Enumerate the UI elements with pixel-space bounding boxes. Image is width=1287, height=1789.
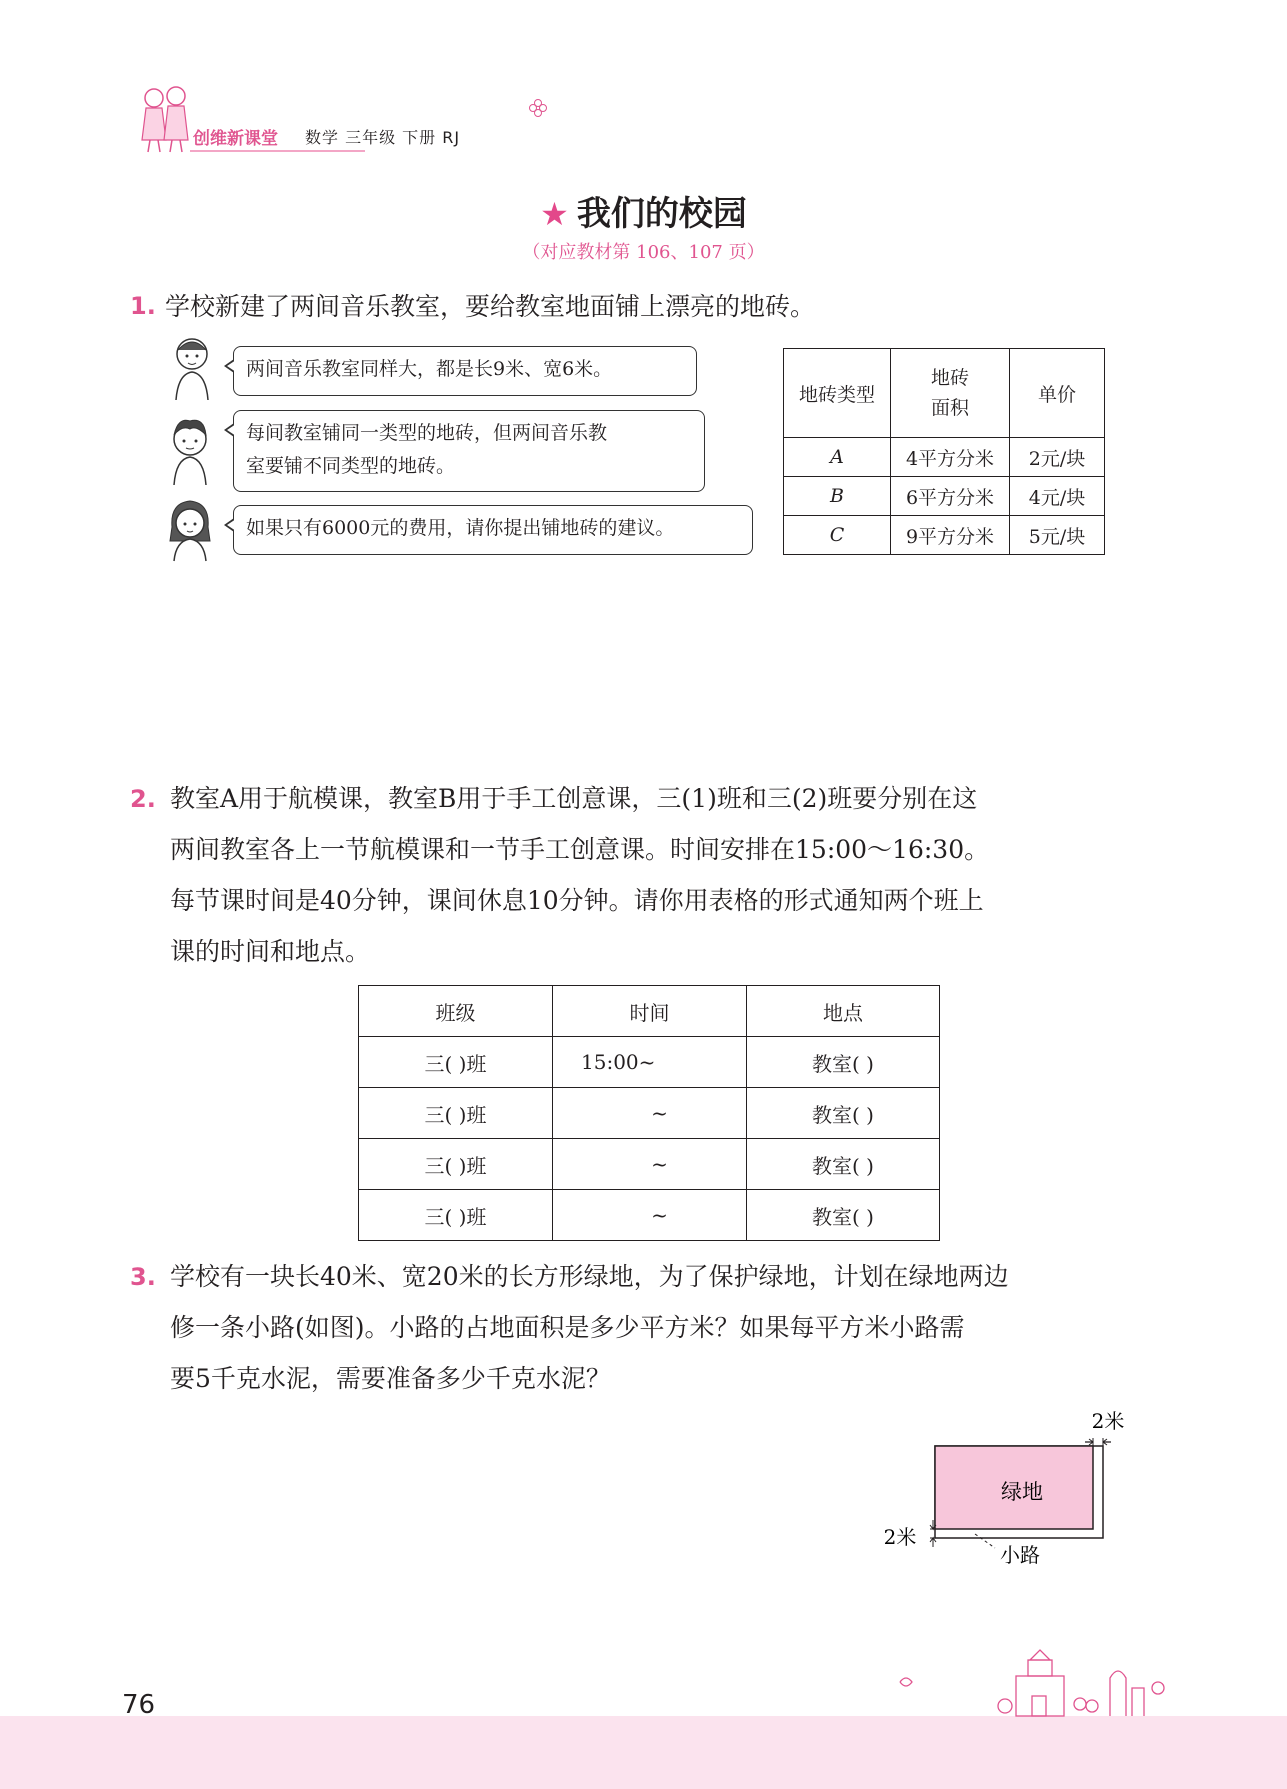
- q3-line-1: 学校有一块长40米、宽20米的长方形绿地，为了保护绿地，计划在绿地两边: [170, 1262, 1009, 1291]
- boy-thinking-avatar-icon: [166, 415, 214, 487]
- speech-bubble-1: [233, 346, 697, 396]
- table-row: [359, 1088, 940, 1139]
- cell-time: ~: [553, 1088, 747, 1139]
- label-top-width: 2米: [1091, 1410, 1125, 1433]
- q3-line-3: 要5千克水泥，需要准备多少千克水泥？: [170, 1364, 611, 1393]
- cell-area: 6平方分米: [891, 477, 1010, 516]
- q2-line-3: 每节课时间是40分钟，课间休息10分钟。请你用表格的形式通知两个班上: [170, 886, 984, 915]
- cell-place: 教室( ): [747, 1139, 940, 1190]
- cell-class: 三( )班: [359, 1190, 553, 1241]
- bubble-3-text: 如果只有6000元的费用，请你提出铺地砖的建议。: [246, 517, 675, 539]
- speech-bubble-3: [233, 505, 753, 555]
- cell-place: 教室( ): [747, 1190, 940, 1241]
- q2-line-1: 教室A用于航模课，教室B用于手工创意课，三(1)班和三(2)班要分别在这: [170, 784, 978, 813]
- green-field-diagram: [870, 1410, 1140, 1570]
- cell-type: B: [784, 477, 891, 516]
- page-title: [0, 186, 1287, 235]
- castle-decoration-icon: [880, 1648, 1170, 1718]
- cell-price: 4元/块: [1010, 477, 1105, 516]
- q3-number: 3.: [130, 1263, 156, 1291]
- bubble-1-text: 两间音乐教室同样大，都是长9米、宽6米。: [246, 358, 613, 380]
- cell-area: 4平方分米: [891, 438, 1010, 477]
- q2-line-4: 课的时间和地点。: [170, 937, 371, 966]
- cell-time: ~: [553, 1139, 747, 1190]
- girl-avatar-icon: [166, 497, 214, 563]
- cell-class: 三( )班: [359, 1088, 553, 1139]
- cell-price: 2元/块: [1010, 438, 1105, 477]
- table-row: [359, 1139, 940, 1190]
- table-header-row: [784, 349, 1105, 438]
- cell-time: 15:00~: [553, 1037, 747, 1088]
- label-path: 小路: [1000, 1543, 1040, 1567]
- q1-number: 1.: [130, 292, 156, 320]
- cell-price: 5元/块: [1010, 516, 1105, 555]
- q3-line-2: 修一条小路(如图)。小路的占地面积是多少平方米？如果每平方米小路需: [170, 1313, 965, 1342]
- speech-bubble-2: [233, 410, 705, 492]
- label-left-width: 2米: [883, 1525, 917, 1549]
- cell-area: 9平方分米: [891, 516, 1010, 555]
- tile-price-table: [783, 348, 1105, 555]
- cell-type: A: [784, 438, 891, 477]
- star-icon: ★: [540, 195, 569, 233]
- q1-text: 学校新建了两间音乐教室，要给教室地面铺上漂亮的地砖。: [165, 292, 816, 321]
- flower-icon: [528, 98, 548, 118]
- title-subtitle: （对应教材第 106、107 页）: [522, 242, 765, 263]
- header-time: 时间: [553, 986, 747, 1037]
- cell-type: C: [784, 516, 891, 555]
- schedule-table: [358, 985, 940, 1241]
- cell-class: 三( )班: [359, 1139, 553, 1190]
- header-tile-area-line-2: 面积: [930, 397, 969, 419]
- table-row: [784, 516, 1105, 555]
- header-subject: 数学 三年级 下册 RJ: [305, 128, 461, 147]
- table-header-row: [359, 986, 940, 1037]
- cell-place: 教室( ): [747, 1088, 940, 1139]
- header-underline: [190, 150, 365, 152]
- header-tile-area: [891, 349, 1010, 438]
- table-row: [784, 438, 1105, 477]
- table-row: [359, 1190, 940, 1241]
- footer-band: [0, 1716, 1287, 1789]
- header-place: 地点: [747, 986, 940, 1037]
- q3-text: [170, 1251, 1190, 1404]
- cell-place: 教室( ): [747, 1037, 940, 1088]
- cell-class: 三( )班: [359, 1037, 553, 1088]
- header-tile-area-line-1: 地砖: [930, 367, 969, 389]
- header-class: 班级: [359, 986, 553, 1037]
- bubble-2-line-1: 每间教室铺同一类型的地砖，但两间音乐教: [246, 422, 608, 444]
- title-text: 我们的校园: [576, 194, 747, 234]
- q2-number: 2.: [130, 785, 156, 813]
- boy-avatar-icon: [170, 334, 214, 402]
- header-brand: 创维新课堂: [193, 129, 278, 149]
- label-green-field: 绿地: [1001, 1480, 1043, 1504]
- bubble-2-line-2: 室要铺不同类型的地砖。: [246, 455, 456, 477]
- header-tile-type: 地砖类型: [784, 349, 891, 438]
- cell-time: ~: [553, 1190, 747, 1241]
- header-unit-price: 单价: [1010, 349, 1105, 438]
- table-row: [359, 1037, 940, 1088]
- q2-line-2: 两间教室各上一节航模课和一节手工创意课。时间安排在15:00～16:30。: [170, 835, 990, 864]
- page-number: 76: [122, 1690, 156, 1720]
- q2-text: [170, 773, 1190, 977]
- table-row: [784, 477, 1105, 516]
